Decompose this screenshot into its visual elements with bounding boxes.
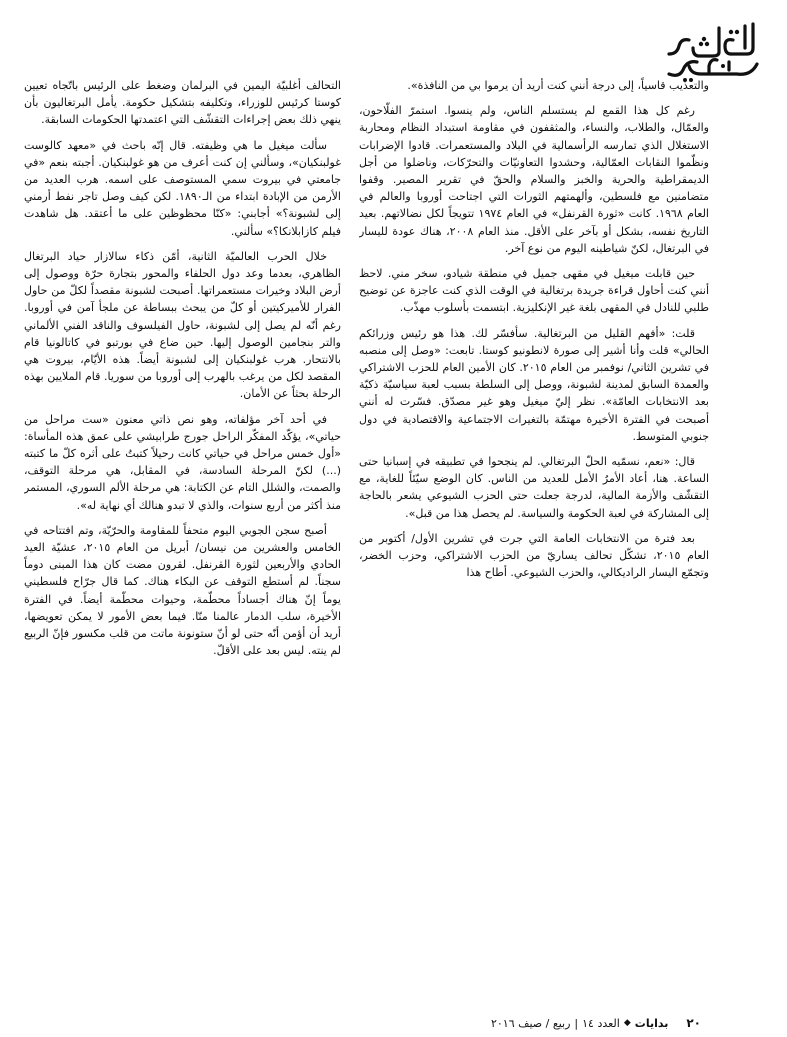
paragraph: أصبح سجن الجوبي اليوم متحفاً للمقاومة والحرّيّة، وتم افتتاحه في الخامس والعشرين من نيسان/ أبريل من العام ٢٠١٥، عشيّة العيد الحادي والأربعين لثورة القرنفل. لقرون مضت كان هذا المبنى دوماً سجناً. لم أستطع التوقف عن البكاء هناك. كما قال جرّاح فلسطيني يوماً إنّ هناك أجساداً محطّمة، وحيوات محطّمة أيضاً. في الفترة الأخيرة، سلب الدمار عالمنا منّا. فيما بعض الأمور لا يمكن تعويضها، أريد أن أؤمن أنّه حتى لو أنّ ستونونة ماتت من قلب مكسور فإنّ الربيع لم ينته. ليس بعد على الأقلّ.: [24, 523, 341, 658]
paragraph: سألت ميغيل ما هي وظيفته. قال إنّه باحث في «معهد كالوست غولبنكيان»، وسألني إن كنت أعرف من هو غولبنكيان. أجبته بنعم «في جامعتي في بيروت سمي المستوصف على اسمه. هرب العديد من الأرمن من الإبادة ابتداء من الـ١٨٩٠. لكن كيف وصل تاجر نفط أرمني إلى لشبونة؟» أجابني: «كنّا محظوظين على ما أعتقد. هل شاهدت فيلم كازابلانكا؟» سألني.: [24, 138, 341, 238]
article-column-right: [359, 77, 709, 985]
paragraph: قال: «نعم، نسمّيه الحلّ البرتغالي. لم ينجحوا في تطبيقه في إسبانيا حتى الساعة. هنا، أعاد الأمرُ الأمل للعديد من الناس. كان الوضع سيّئاً للغاية، مع التقشّف والأزمة المالية، لدرجة جعلت حتى الحزب الشيوعي يشعر بالحاجة إلى المشاركة في لعبة الحكومة والسياسة. لم يحصل هذا من قبل».: [359, 455, 709, 520]
paragraph: رغم كل هذا القمع لم يستسلم الناس، ولم ينسوا. استمرّ الفلّاحون، والعمّال، والطلاب، والنساء، والمثقفون في مقاومة استبداد النظام ومحاربة الاستغلال الذي تمارسه الرأسمالية في البلاد والمستعمرات. قادوا الإضرابات ونظّموا النقابات العمّالية، وحشدوا التعاونيّات والتحرّكات، وناضلوا من أجل الديمقراطية والحرية والخبز والسلام والحقّ في تقرير المصير. وقفوا متضامنين مع فلسطين، وألهمتهم الثورات التي اجتاحت أوروبا والعالم في العام ١٩٦٨. كانت «ثورة القرنفل» في العام ١٩٧٤ تتويجاً لكل نضالاتهم. بعيد التاريخ نفسه، بشكل أو بآخر على الأقل. منذ العام ٢٠٠٨، هناك عودة لليسار في البرتغال، لكنّ شياطينه اليوم من نوع آخر.: [359, 104, 709, 255]
page-number: ٢٠: [686, 1016, 701, 1030]
separator: |: [574, 1016, 579, 1030]
issue-season: ربيع / صيف ٢٠١٦: [490, 1016, 571, 1030]
article-column-left: [24, 77, 341, 985]
issue-number: العدد ١٤: [582, 1016, 620, 1030]
section-logo-calligraphy-icon: [661, 18, 761, 82]
diamond-icon: ◆: [623, 1018, 631, 1028]
paragraph: والتعذيب قاسياً، إلى درجة أنني كنت أريد أن يرموا بي من النافذة».: [407, 79, 709, 92]
paragraph: في أحد آخر مؤلفاته، وهو نص ذاتي معنون «ست مراحل من حياتي»، يؤكّد المفكّر الراحل جورج طرابيشي على عمق هذه المأساة: «أول خمس مراحل في حياتي كانت رحيلاً كتبتُ على أثره كلّ ما كتبته (...) لكنّ المرحلة السادسة، في المقابل، هي مرحلة التوقف، والصمت، والشلل التام عن الكتابة: هي مرحلة الألم السوري، المستمر منذ أكثر من أربع سنوات، والذي لا تبدو هنالك أي نهاية له».: [24, 412, 341, 512]
paragraph: قلت: «أفهم القليل من البرتغالية. سأفسّر لك. هذا هو رئيس وزرائكم الحالي» قلت وأنا أشير إلى صورة لانطونيو كوستا. تابعت: «وصل إلى منصبه في تشرين الثاني/ نوفمبر من العام ٢٠١٥. كان الأمين العام للحزب الاشتراكي والعمدة السابق لمدينة لشبونة، ووصل إلى السلطة بسبب لعبة سياسيّة ذكيّة بعد الانتخابات العامّة». نظر إليّ ميغيل وهو غير مصدّق. فسّرت له أنني أصبحت في الفترة الأخيرة مهتمّة بالتغيرات الاجتماعية والاقتصادية في دول جنوبي المتوسط.: [359, 326, 709, 443]
section-logo: [661, 18, 761, 82]
paragraph: حين قابلت ميغيل في مقهى جميل في منطقة شيادو، سخر مني. لاحظ أنني كنت أحاول قراءة جريدة برتغالية في الوقت الذي كنت عاجزة عن توضيح طلبي للنادل في المقهى بلغة غير الإنكليزية. ابتسمت بأسلوب مهذّب.: [359, 267, 709, 315]
page-footer: [491, 1016, 701, 1030]
paragraph: التحالف أغلبيّة اليمين في البرلمان وضغط على الرئيس باتّجاه تعيين كوستا كرئيس للوزراء، وتكليفه بتشكيل حكومة. يأمل البرتغاليون بأن ينهي ذلك بعض إجراءات التقشّف التي اعتمدتها الحكومات السابقة.: [24, 79, 341, 127]
paragraph: خلال الحرب العالميّة الثانية، أمّن ذكاء سالازار حياد البرتغال الظاهري، بعدما وعد دول الحلفاء والمحور بتجارة حرّة ووصول إلى أرض البلاد وخيرات مستعمراتها. أصبحت لشبونة مقصداً لكلّ من حاول الفرار للأميركيتين أو كلّ من يبحث ببساطة عن ملجأ آمن في أوروبا. رغم أنّه لم يصل إلى لشبونة، حاول الفيلسوف والناقد الفني الألماني والتر بنجامين الوصول إليها. حين ضاع في بورتبو في كاتالونيا قام بالانتحار. هرب غولبنكيان إلى لشبونة أيضاً. هذه الأيّام، بيروت هي المقصد لكل من يرغب بالهرب إلى أوروبا من سوريا. قام الملايين بهذه الرحلة بحثاً عن الأمان.: [24, 249, 341, 401]
magazine-name: بدايات: [634, 1016, 669, 1030]
paragraph: بعد فترة من الانتخابات العامة التي جرت في تشرين الأول/ أكتوبر من العام ٢٠١٥، تشكّل تحالف يساريّ من الحزب الاشتراكي، وحزب الخضر، وتجمّع اليسار الراديكالي، والحزب الشيوعي. أطاح هذا: [359, 531, 709, 580]
